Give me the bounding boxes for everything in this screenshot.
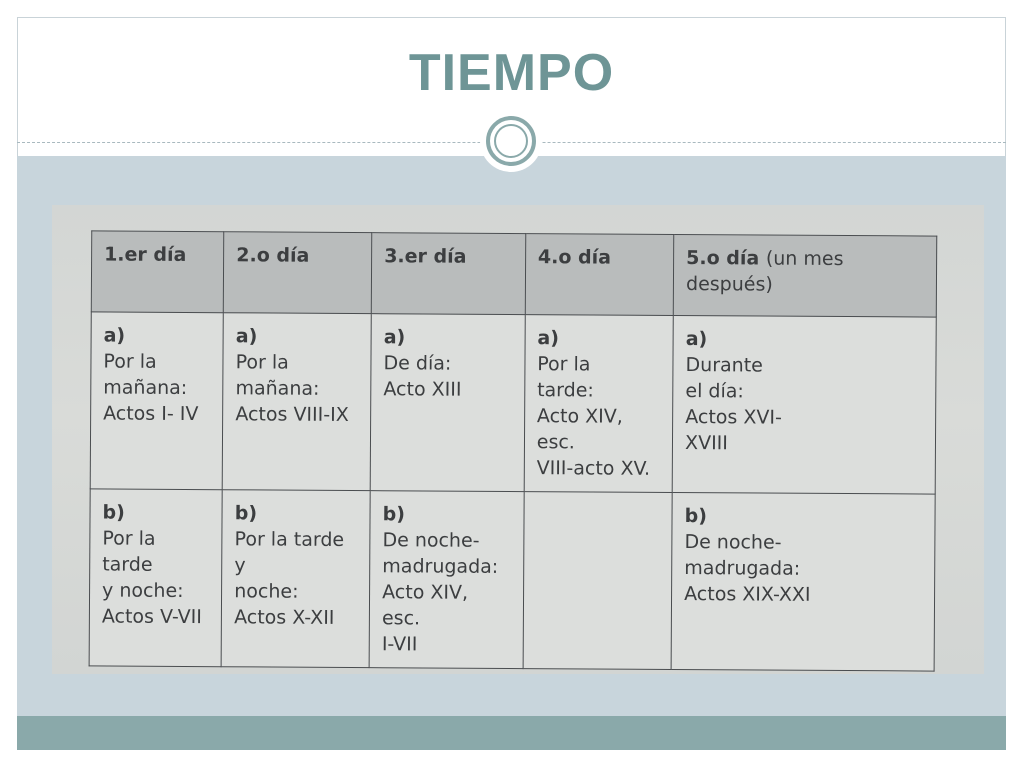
cell-line: Actos I- IV bbox=[103, 402, 199, 426]
slide-title: TIEMPO bbox=[408, 44, 615, 102]
cell-line: Actos V-VII bbox=[101, 605, 202, 629]
cell-line: Actos XVI- bbox=[685, 406, 782, 429]
cell-line: Por la bbox=[235, 351, 289, 374]
schedule-photo bbox=[52, 205, 984, 674]
table-cell bbox=[222, 313, 371, 491]
header-day-2: 2.o día bbox=[223, 232, 371, 314]
cell-line: De noche- bbox=[382, 529, 480, 552]
cell-line: Acto XIV, esc. bbox=[536, 405, 623, 454]
cell-line: y noche: bbox=[102, 579, 184, 602]
cell-line: mañana: bbox=[103, 376, 188, 400]
table-cell bbox=[524, 315, 673, 493]
cell-line: De noche- bbox=[684, 531, 782, 554]
cell-letter: a) bbox=[383, 326, 406, 349]
footer-band bbox=[17, 716, 1006, 750]
cell-letter: a) bbox=[103, 324, 126, 347]
cell-line: I-VII bbox=[381, 633, 418, 656]
cell-line: Durante bbox=[685, 354, 763, 377]
header-day-4: 4.o día bbox=[525, 234, 674, 316]
cell-letter: a) bbox=[235, 325, 258, 348]
circle-ornament-icon bbox=[480, 110, 542, 172]
cell-line: Por la tarde bbox=[102, 527, 156, 576]
cell-line: noche: bbox=[234, 580, 299, 603]
schedule-table-wrap bbox=[89, 230, 938, 656]
cell-letter: b) bbox=[234, 502, 258, 525]
cell-letter: b) bbox=[382, 503, 406, 526]
cell-line: tarde: bbox=[537, 379, 594, 402]
cell-line: Actos X-XII bbox=[234, 606, 335, 629]
cell-letter: a) bbox=[685, 328, 708, 351]
table-row bbox=[90, 312, 936, 494]
table-header-row bbox=[91, 231, 936, 317]
cell-line: Por la bbox=[103, 350, 157, 373]
table-cell bbox=[221, 490, 370, 668]
cell-line: Acto XIV, esc. bbox=[381, 581, 469, 630]
table-cell bbox=[523, 492, 672, 670]
header-day-3: 3.er día bbox=[371, 233, 525, 315]
schedule-table bbox=[89, 230, 938, 671]
cell-line: el día: bbox=[685, 380, 744, 403]
table-cell bbox=[89, 489, 222, 667]
cell-line: VIII-acto XV. bbox=[536, 457, 651, 480]
cell-line: Actos VIII-IX bbox=[235, 403, 349, 426]
header-day-5: 5.o día (un mes después) bbox=[673, 234, 936, 317]
table-cell bbox=[370, 314, 525, 492]
cell-line: Por la bbox=[537, 353, 591, 376]
table-cell bbox=[90, 312, 223, 490]
cell-line: Actos XIX-XXI bbox=[684, 583, 811, 606]
header-day-1: 1.er día bbox=[91, 231, 224, 313]
header-day-5-note: (un mes después) bbox=[685, 247, 844, 296]
cell-line: Acto XIII bbox=[383, 378, 462, 401]
cell-line: De día: bbox=[383, 352, 452, 375]
cell-letter bbox=[536, 502, 659, 503]
cell-letter: b) bbox=[102, 501, 125, 524]
table-cell bbox=[369, 491, 524, 669]
cell-line: madrugada: bbox=[382, 555, 499, 578]
cell-line: madrugada: bbox=[684, 557, 801, 580]
cell-line: Por la tarde y bbox=[234, 528, 345, 577]
cell-letter: a) bbox=[537, 327, 560, 350]
table-row bbox=[89, 489, 935, 671]
table-cell bbox=[672, 315, 936, 494]
cell-line: mañana: bbox=[235, 377, 320, 400]
cell-line: XVIII bbox=[685, 432, 728, 455]
cell-letter: b) bbox=[684, 505, 708, 528]
table-cell bbox=[671, 492, 935, 671]
